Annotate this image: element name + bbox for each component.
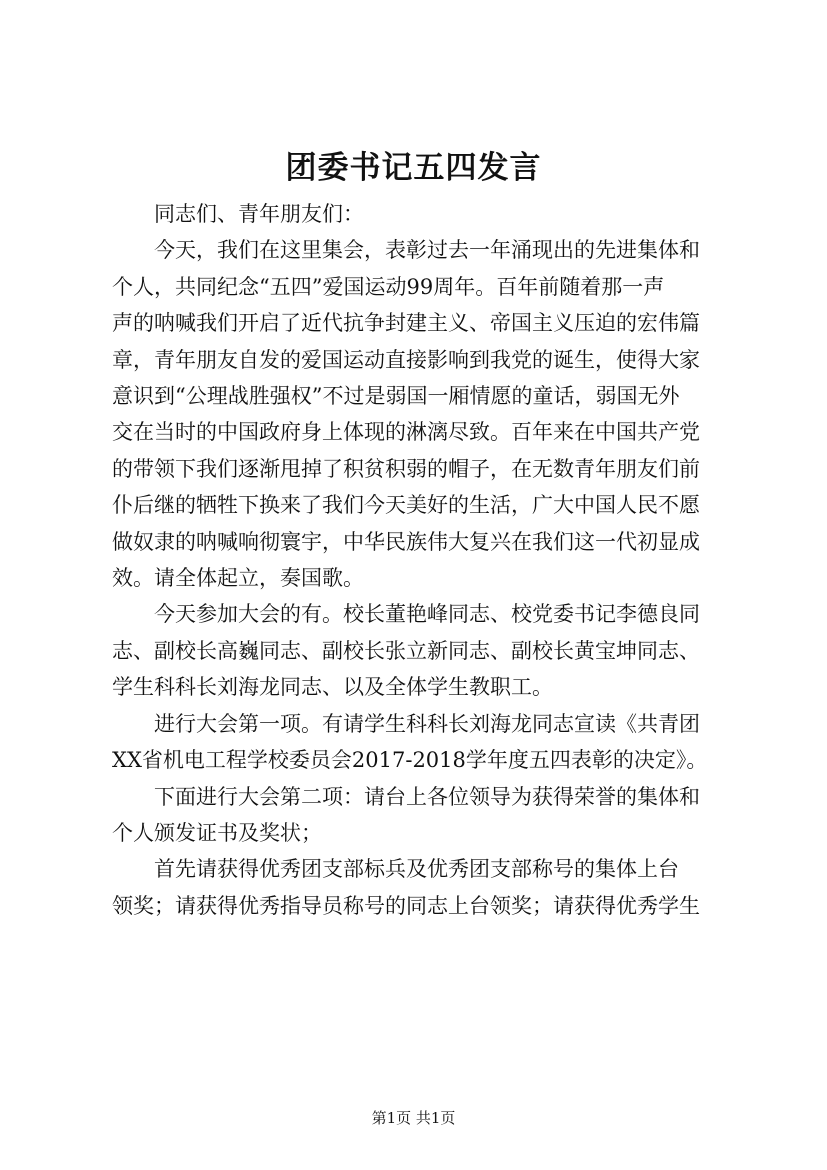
text-line: 同志们、青年朋友们：	[154, 202, 364, 226]
text-line: 下面进行大会第二项：请台上各位领导为获得荣誉的集体和	[154, 784, 700, 809]
text-line: 学生科科长刘海龙同志、以及全体学生教职工。	[112, 675, 553, 700]
text-line: 意识到“公理战胜强权”不过是弱国一厢情愿的童话，弱国无外	[112, 384, 680, 409]
paragraph	[112, 779, 724, 852]
text-line: XX省机电工程学校委员会2017-2018学年度五四表彰的决定》。	[112, 748, 708, 773]
text-line: 领奖；请获得优秀指导员称号的同志上台领奖；请获得优秀学生	[112, 893, 700, 918]
paragraph	[112, 596, 724, 705]
text-line: 志、副校长高巍同志、副校长张立新同志、副校长黄宝坤同志、	[112, 638, 700, 663]
text-line: 仆后继的牺牲下换来了我们今天美好的生活，广大中国人民不愿	[112, 493, 700, 518]
paragraph	[112, 196, 724, 232]
paragraph	[112, 232, 724, 596]
text-line: 首先请获得优秀团支部标兵及优秀团支部称号的集体上台	[154, 857, 679, 882]
document-body	[112, 196, 724, 924]
text-line: 效。请全体起立，奏国歌。	[112, 566, 364, 591]
text-line: 章，青年朋友自发的爱国运动直接影响到我党的诞生，使得大家	[112, 347, 700, 372]
text-line: 个人颁发证书及奖状；	[112, 820, 322, 845]
text-line: 今天参加大会的有。校长董艳峰同志、校党委书记李德良同	[154, 602, 700, 627]
text-line: 做奴隶的呐喊响彻寰宇，中华民族伟大复兴在我们这一代初显成	[112, 529, 700, 554]
paragraph	[112, 851, 724, 924]
page-footer: 第1页 共1页	[371, 1109, 456, 1127]
text-line: 的带领下我们逐渐甩掉了积贫积弱的帽子，在无数青年朋友们前	[112, 456, 700, 481]
text-line: 今天，我们在这里集会，表彰过去一年涌现出的先进集体和	[154, 238, 700, 263]
document-title: 团委书记五四发言	[285, 150, 542, 186]
text-line: 声的呐喊我们开启了近代抗争封建主义、帝国主义压迫的宏伟篇	[112, 311, 700, 336]
text-line: 交在当时的中国政府身上体现的淋漓尽致。百年来在中国共产党	[112, 420, 700, 445]
text-line: 个人，共同纪念“五四”爱国运动99周年。百年前随着那一声	[112, 274, 665, 299]
paragraph	[112, 706, 724, 779]
text-line: 进行大会第一项。有请学生科科长刘海龙同志宣读《共青团	[154, 711, 700, 736]
